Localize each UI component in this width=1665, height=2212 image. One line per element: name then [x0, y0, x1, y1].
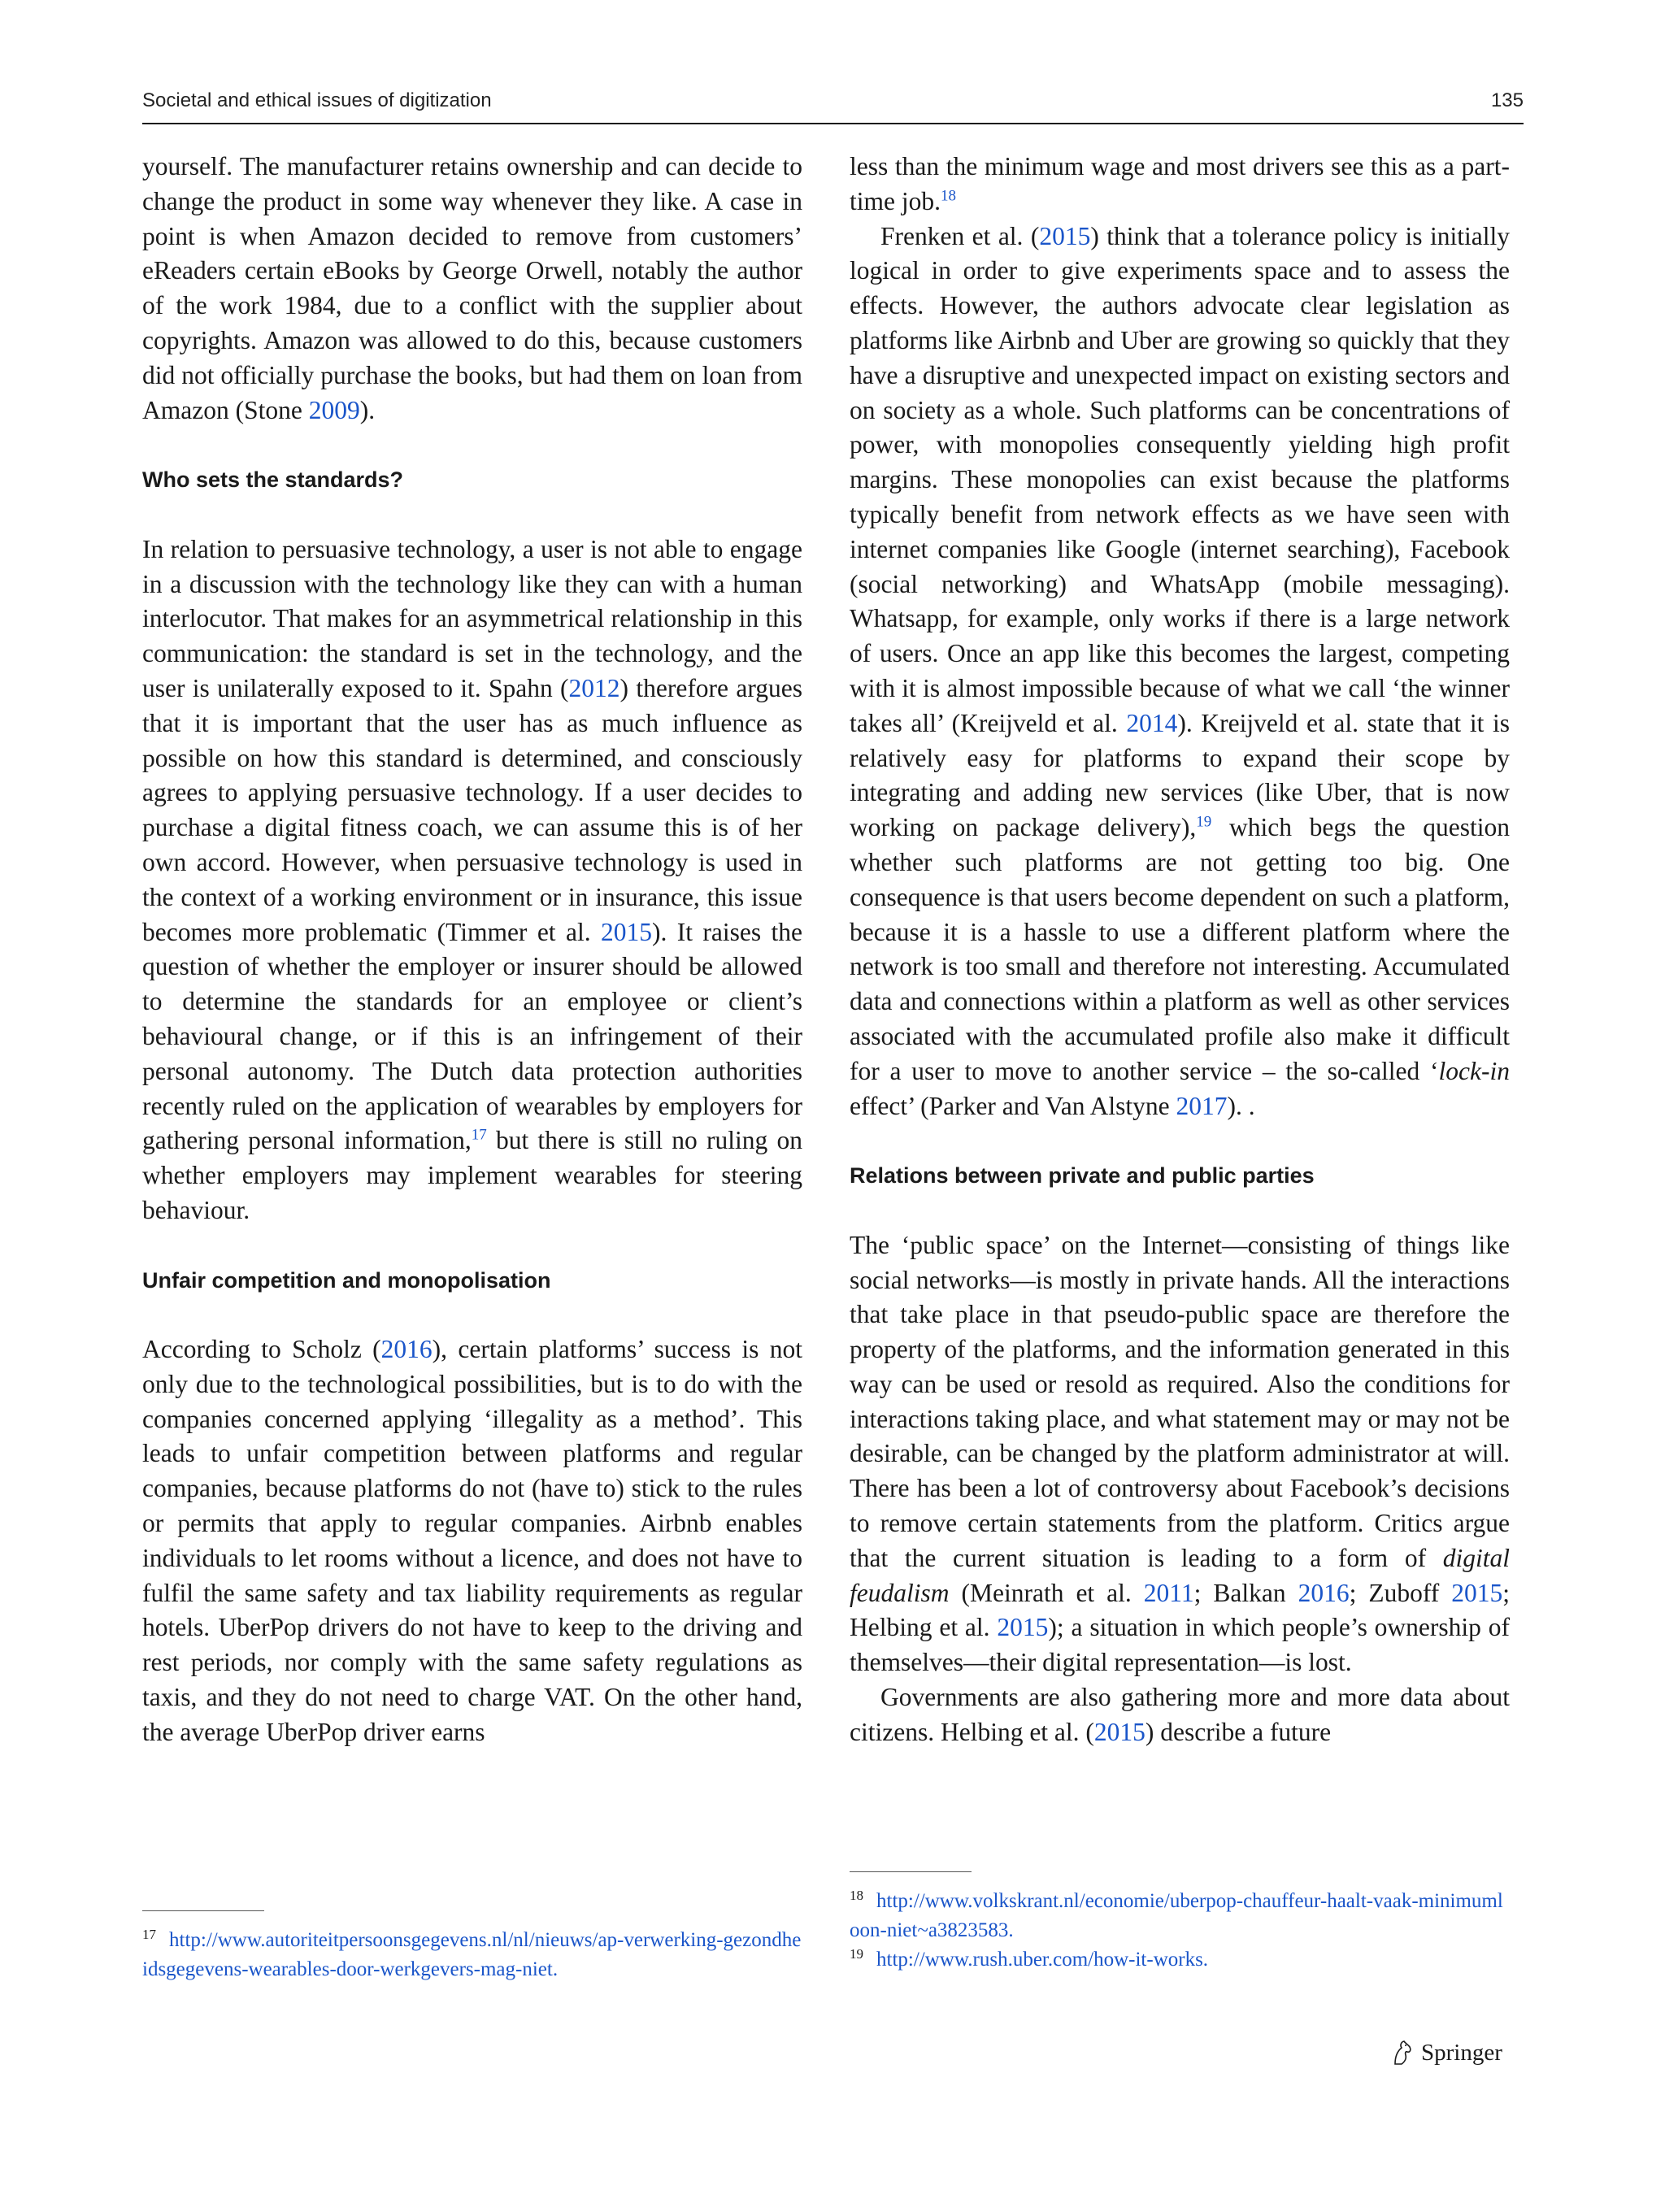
paragraph — [142, 150, 802, 428]
emphasis: lock-in — [1438, 1056, 1510, 1085]
text: ). Kreijveld et al. state that it is relatively easy for platforms to expand their scope by integrating and adding new services (like Uber, that is now working on package delivery), — [850, 708, 1510, 842]
text: ). . — [1227, 1091, 1255, 1120]
citation-link[interactable]: 2015 — [600, 917, 652, 946]
citation-link[interactable]: 2012 — [568, 673, 620, 702]
text: ; Zuboff — [1349, 1578, 1452, 1607]
citation-link[interactable]: 2016 — [1298, 1578, 1350, 1607]
citation-link[interactable]: 2009 — [308, 395, 360, 424]
citation-link[interactable]: 2015 — [997, 1613, 1049, 1642]
footnote-link[interactable]: http://www.rush.uber.com/how-it-works. — [876, 1949, 1209, 1971]
citation-link[interactable]: 2015 — [1451, 1578, 1503, 1607]
footnotes-left — [142, 1910, 802, 1984]
text: Governments are also gathering more and more data about citizens. Helbing et al. ( — [850, 1683, 1510, 1746]
text: yourself. The manufacturer retains ownership and can decide to change the product in some way whenever they like. A case in point is when Amazon decided to remove from customers’ eReaders certain eBooks by George Orwell, notably the author of the work 1984, due to a conflict with the supplier about copyrights. Amazon was allowed to do this, because customers did not officially purchase the books, but had them on loan from Amazon (Stone — [142, 152, 802, 424]
text: ). It raises the question of whether the employer or insurer should be allowed to determine the standards for an employee or client’s behavioural change, or if this is an infringement of their personal autonomy. The Dutch data protection authorities recently ruled on the application of wearables by employers for gathering personal information, — [142, 917, 803, 1155]
section-heading: Relations between private and public parties — [850, 1163, 1315, 1189]
text: ). — [359, 395, 376, 424]
citation-link[interactable]: 2014 — [1126, 708, 1178, 737]
paragraph — [850, 1228, 1510, 1680]
text: ; Balkan — [1193, 1578, 1298, 1607]
footnote-rule — [850, 1871, 972, 1872]
running-header — [142, 85, 1524, 120]
paragraph — [142, 1332, 802, 1750]
text: less than the minimum wage and most drivers see this as a part-time job. — [850, 152, 1510, 215]
paragraph — [142, 532, 802, 1228]
text: but there is still no ruling on whether employers may implement wearables for steering behaviour. — [142, 1126, 802, 1224]
citation-link[interactable]: 2011 — [1143, 1578, 1194, 1607]
text: Frenken et al. ( — [880, 221, 1040, 250]
footnote-link[interactable]: http://www.autoriteitpersoonsgegevens.nl/nl/nieuws/ap-verwerking-gezondheidsgegevens-wearables-door-werkgevers-mag-niet. — [142, 1929, 802, 1980]
footnotes-right — [850, 1871, 1510, 1975]
footnote-number: 17 — [142, 1926, 156, 1942]
footnote-18 — [850, 1887, 1510, 1945]
footnote-rule — [142, 1910, 264, 1911]
text: ) describe a future — [1145, 1717, 1332, 1746]
text: ) therefore argues that it is important that the user has as much influence as possible on how this standard is determined, and consciously agrees to applying persuasive technology. If a user decides to purchase a digital fitness coach, we can assume this is of her own accord. However, when persuasive technology is used in the context of a working environment or in insurance, this issue becomes more problematic (Timmer et al. — [142, 673, 802, 946]
header-rule — [142, 123, 1524, 124]
section-heading: Who sets the standards? — [142, 467, 404, 493]
footnote-ref[interactable]: 19 — [1196, 813, 1212, 831]
paragraph — [850, 219, 1510, 1124]
footnote-number: 19 — [850, 1945, 863, 1962]
text: ) think that a tolerance policy is initially logical in order to give experiments space and to assess the effects. However, the authors advocate clear legislation as platforms like Airbnb and Uber are growing so quickly that they have a disruptive and unexpected impact on existing sectors and on society as a whole. Such platforms can be concentrations of power, with monopolies consequently yielding high profit margins. These monopolies can exist because the platforms typically benefit from network effects as we have seen with internet companies like Google (internet searching), Facebook (social networking) and WhatsApp (mobile messaging). Whatsapp, for example, only works if there is a large network of users. Once an app like this becomes the largest, competing with it is almost impossible because of what we call ‘the winner takes all’ (Kreijveld et al. — [850, 221, 1510, 737]
paragraph — [850, 150, 1510, 219]
springer-horse-icon — [1390, 2040, 1415, 2066]
footnote-17 — [142, 1926, 802, 1984]
section-heading: Unfair competition and monopolisation — [142, 1267, 551, 1293]
running-title: Societal and ethical issues of digitization — [142, 89, 492, 111]
citation-link[interactable]: 2015 — [1093, 1717, 1146, 1746]
citation-link[interactable]: 2015 — [1039, 221, 1091, 250]
emphasis: digital feudalism — [850, 1543, 1510, 1607]
text: In relation to persuasive technology, a user is not able to engage in a discussion with the technology like they can with a human interlocutor. That makes for an asymmetrical relationship in this communication: the standard is set in the technology, and the user is unilaterally exposed to it. Spahn ( — [142, 534, 802, 702]
footnote-number: 18 — [850, 1887, 863, 1903]
text: (Meinrath et al. — [949, 1578, 1144, 1607]
page-number: 135 — [1490, 89, 1524, 111]
citation-link[interactable]: 2016 — [380, 1335, 433, 1364]
citation-link[interactable]: 2017 — [1176, 1091, 1228, 1120]
text: ; Helbing et al. — [850, 1578, 1511, 1642]
text: According to Scholz ( — [142, 1335, 381, 1364]
publisher-logo — [1390, 2036, 1502, 2069]
publisher-name: Springer — [1421, 2039, 1502, 2066]
footnote-ref[interactable]: 17 — [471, 1126, 487, 1144]
left-column — [142, 150, 802, 1750]
footnote-ref[interactable]: 18 — [941, 187, 956, 205]
text: effect’ (Parker and Van Alstyne — [850, 1091, 1176, 1120]
text: ); a situation in which people’s ownership of themselves—their digital representation—is lost. — [850, 1613, 1510, 1677]
footnote-19 — [850, 1945, 1510, 1975]
right-column — [850, 150, 1510, 1750]
footnote-link[interactable]: http://www.volkskrant.nl/economie/uberpop-chauffeur-haalt-vaak-minimumloon-niet~a3823583. — [850, 1890, 1503, 1941]
paragraph — [850, 1680, 1510, 1750]
text: The ‘public space’ on the Internet—consisting of things like social networks—is mostly in private hands. All the interactions that take place in that pseudo-public space are therefore the property of the platforms, and the information generated in this way can be used or resold as required. Also the conditions for interactions taking place, and what statement may or may not be desirable, can be changed by the platform administrator at will. There has been a lot of controversy about Facebook’s decisions to remove certain statements from the platform. Critics argue that the current situation is leading to a form of — [850, 1230, 1510, 1572]
text: which begs the question whether such platforms are not getting too big. One consequence is that users become dependent on such a platform, because it is a hassle to use a different platform where the network is too small and therefore not interesting. Accumulated data and connections within a platform as well as other services associated with the accumulated profile also make it difficult for a user to move to another service – the so-called ‘ — [850, 813, 1510, 1085]
text: ), certain platforms’ success is not only due to the technological possibilities, but is to do with the companies concerned applying ‘illegality as a method’. This leads to unfair competition between platforms and regular companies, because platforms do not (have to) stick to the rules or permits that apply to regular companies. Airbnb enables individuals to let rooms without a licence, and does not have to fulfil the same safety and tax liability requirements as regular hotels. UberPop drivers do not have to keep to the driving and rest periods, nor comply with the same safety regulations as taxis, and they do not need to charge VAT. On the other hand, the average UberPop driver earns — [142, 1335, 802, 1746]
